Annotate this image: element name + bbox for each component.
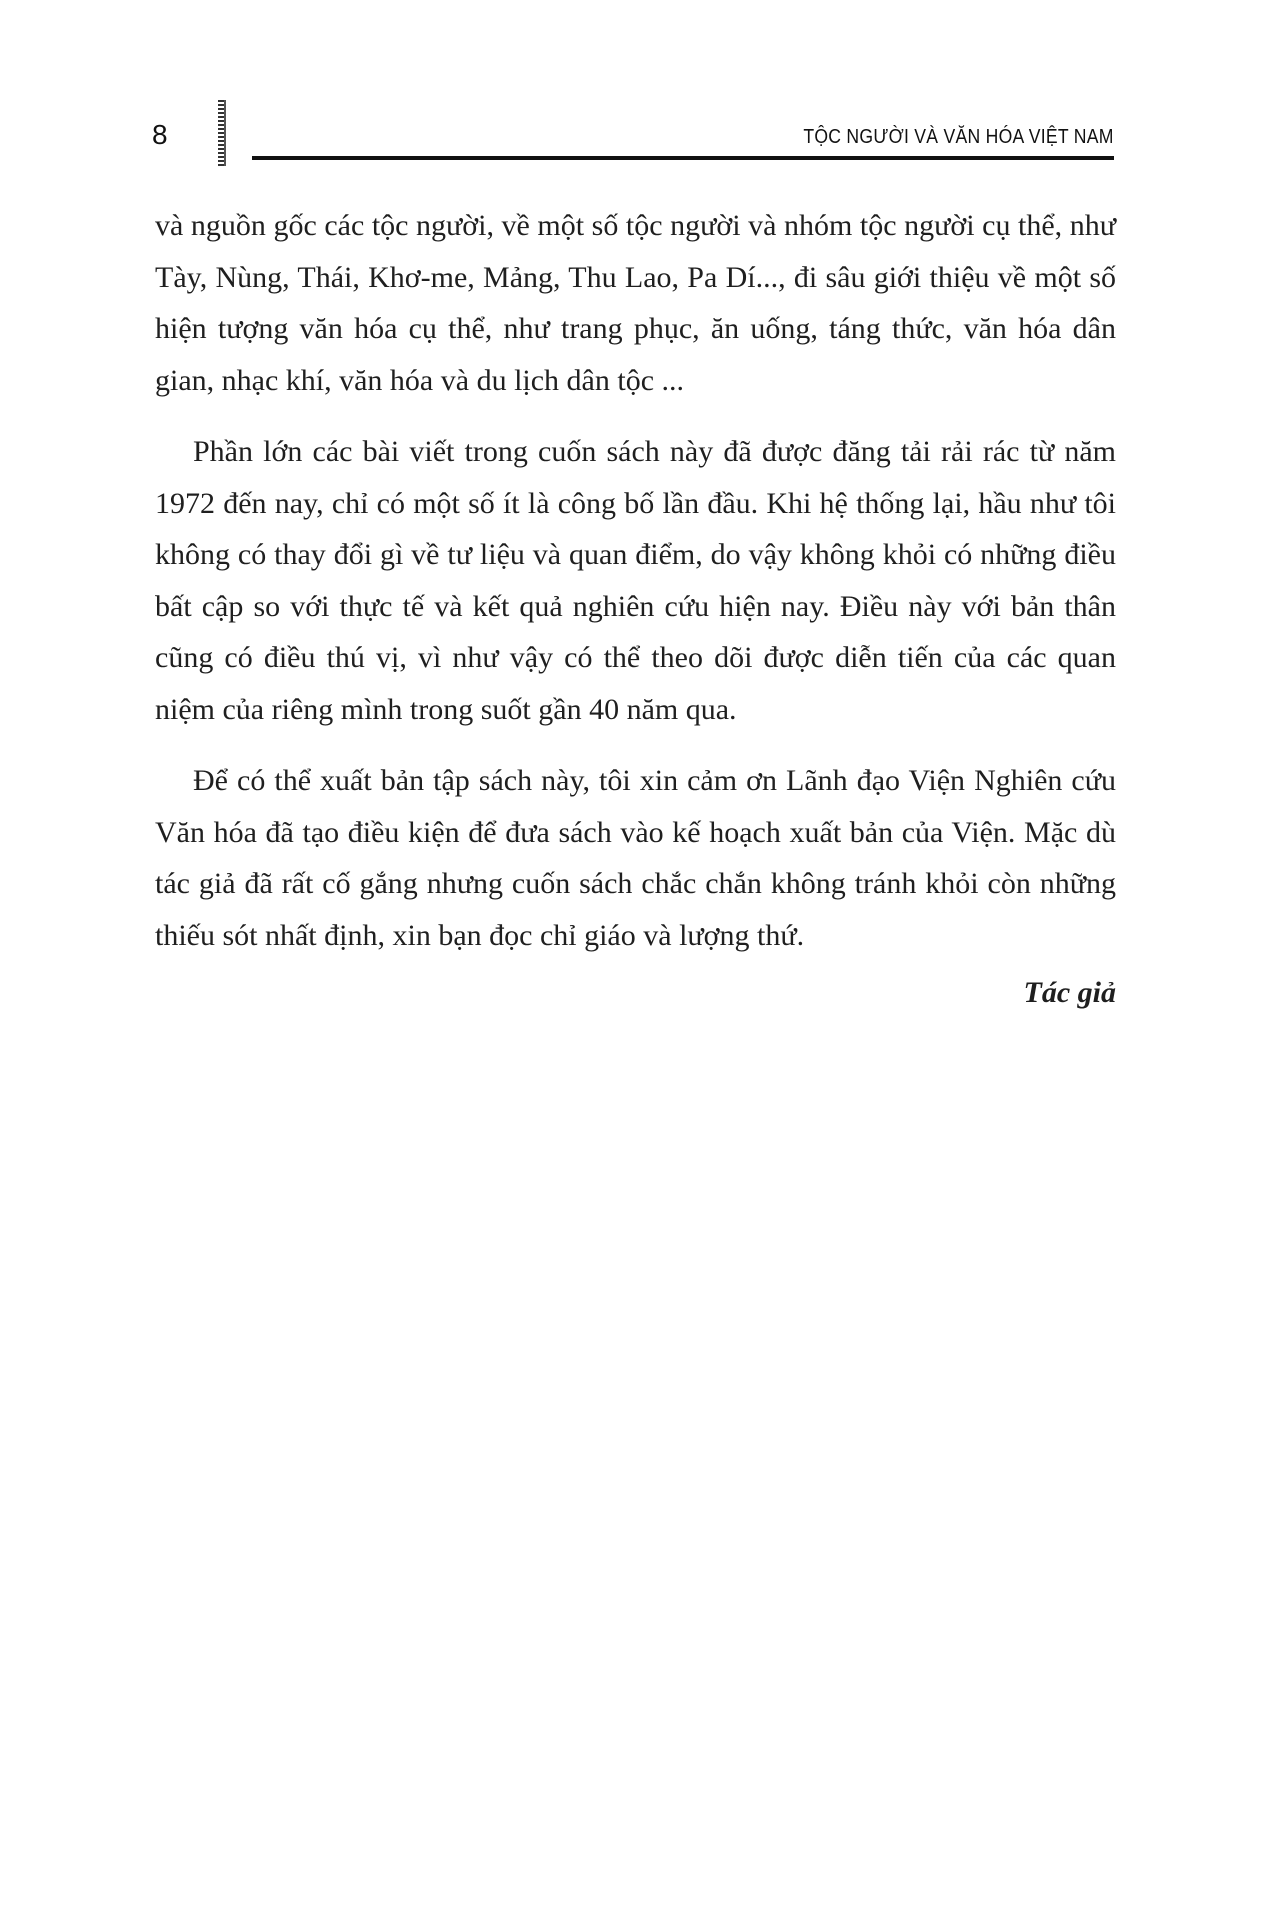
page-body bbox=[155, 200, 1116, 1018]
paragraph-publication-history: Phần lớn các bài viết trong cuốn sách này đã được đăng tải rải rác từ năm 1972 đến nay, chỉ có một số ít là công bố lần đầu. Khi hệ thống lại, hầu như tôi không có thay đổi gì về tư liệu và quan điểm, do vậy không khỏi có những điều bất cập so với thực tế và kết quả nghiên cứu hiện nay. Điều này với bản thân cũng có điều thú vị, vì như vậy có thể theo dõi được diễn tiến của các quan niệm của riêng mình trong suốt gần 40 năm qua. bbox=[155, 435, 1116, 726]
header-rule bbox=[252, 156, 1114, 160]
author-signature: Tác giả bbox=[1023, 976, 1116, 1009]
paragraph-continuation: và nguồn gốc các tộc người, về một số tộc người và nhóm tộc người cụ thể, như Tày, Nùng, Thái, Khơ-me, Mảng, Thu Lao, Pa Dí..., đi sâu giới thiệu về một số hiện tượng văn hóa cụ thể, như trang phục, ăn uống, táng thức, văn hóa dân gian, nhạc khí, văn hóa và du lịch dân tộc ... bbox=[155, 209, 1116, 397]
running-title: TỘC NGƯỜI VÀ VĂN HÓA VIỆT NAM bbox=[803, 126, 1114, 148]
paragraph-acknowledgements: Để có thể xuất bản tập sách này, tôi xin cảm ơn Lãnh đạo Viện Nghiên cứu Văn hóa đã tạo điều kiện để đưa sách vào kế hoạch xuất bản của Viện. Mặc dù tác giả đã rất cố gắng nhưng cuốn sách chắc chắn không tránh khỏi còn những thiếu sót nhất định, xin bạn đọc chỉ giáo và lượng thứ. bbox=[155, 764, 1116, 952]
page-header bbox=[0, 0, 1276, 170]
header-ornament bbox=[218, 100, 226, 166]
page-number: 8 bbox=[152, 119, 168, 150]
